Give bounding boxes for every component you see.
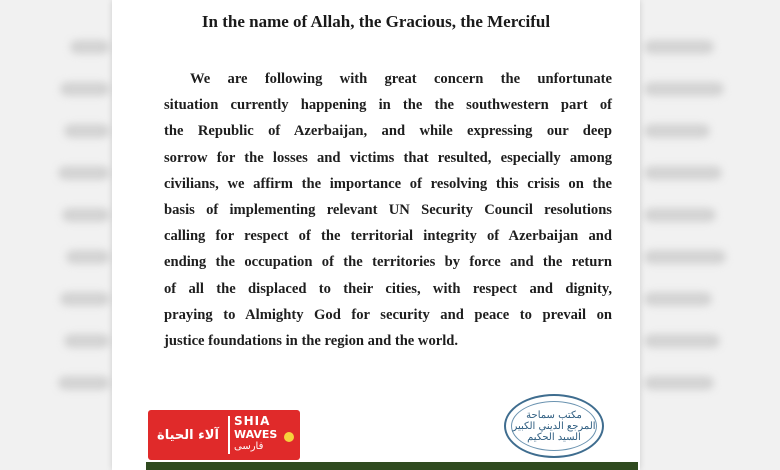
shia-waves-logo <box>148 410 300 460</box>
body-line: calling for respect of the territorial integrity of Azerbaijan and <box>164 228 612 245</box>
body-line: of all the displaced to their cities, with respect and dignity, <box>164 280 612 297</box>
logo-brand-line1: SHIA <box>234 414 271 428</box>
logo-divider <box>228 416 230 454</box>
body-line: situation currently happening in the the southwestern part of <box>164 97 612 114</box>
logo-arabic-text: آلاء الحياة <box>157 427 219 443</box>
body-line: sorrow for the losses and victims that resulted, especially among <box>164 149 612 166</box>
office-seal <box>504 394 604 458</box>
body-line: the Republic of Azerbaijan, and while expressing our deep <box>164 123 612 140</box>
body-line: ending the occupation of the territories by force and the return <box>164 254 612 271</box>
logo-brand-line2: WAVES <box>234 428 278 441</box>
body-line: justice foundations in the region and the world. <box>164 333 459 350</box>
blurred-background-left <box>0 0 112 470</box>
seal-text: مكتب سماحة المرجع الديني الكبير السيد الحكيم <box>511 401 597 451</box>
body-line: We are following with great concern the unfortunate <box>190 71 612 87</box>
statement-body <box>164 66 612 354</box>
wave-dot-icon <box>284 432 294 442</box>
document-heading: In the name of Allah, the Gracious, the Merciful <box>201 12 551 31</box>
blurred-background-right <box>640 0 780 470</box>
bottom-bar <box>146 462 638 470</box>
body-line: civilians, we affirm the importance of resolving this crisis on the <box>164 175 612 192</box>
body-line: praying to Almighty God for security and peace to prevail on <box>164 306 612 323</box>
body-line: basis of implementing relevant UN Security Council resolutions <box>164 202 612 219</box>
logo-brand-line3: فارسی <box>234 441 264 452</box>
